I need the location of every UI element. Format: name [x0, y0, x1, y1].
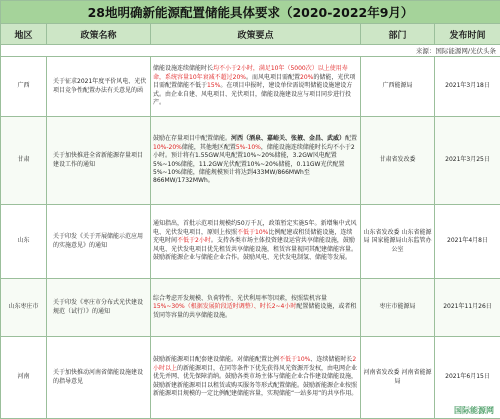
policy-text: 比例配建或租赁储能设施，连续充电时间 — [153, 228, 353, 245]
policy-text: 预计将有1.55GW风电配置10%~20%储能，3.2GW风电配置5%~10%储能，11.2GW光伏配置10%~20%储能，0.11GW光伏配置5%~10%储能，储能规模预计将达到433MW/866MWh至866MW/1732MWh。 — [153, 152, 345, 185]
policy-name-cell: 关于印发《关于开展储能示范应用的实施意见》的通知 — [47, 205, 151, 279]
region-cell: 山东 — [1, 205, 47, 279]
policy-text: 、连续储能时长 — [310, 356, 353, 364]
region-cell: 广西 — [1, 57, 47, 117]
policy-text: 新增集中式风电、光伏发电项目，原则上按照 — [153, 220, 357, 236]
department-cell: 广西能源局 — [361, 57, 435, 117]
policy-text: 储能，其他地区配置 — [181, 143, 236, 151]
policy-name-cell: 关于加快推进全省新能源存量项目建设工作的通知 — [47, 117, 151, 205]
department-cell: 山东省发改委 山东省能源局 国家能源局山东监管办公室 — [361, 205, 435, 279]
policy-text: 综合考虑开发规模、负荷特性、光伏利用率等因素，按照装机容量 — [153, 294, 328, 302]
highlight-text: 不低于10% — [237, 228, 269, 236]
highlight-text: 20% — [300, 73, 314, 81]
policy-text: 。而风电项目需配置 — [245, 73, 300, 81]
policy-points-cell — [151, 57, 361, 117]
highlight-text: 2小时以上 — [153, 356, 357, 372]
table-row — [1, 337, 500, 419]
highlight-text: 不低于2小时 — [177, 237, 211, 245]
table-title: 28地明确新能源配置储能具体要求（2020-2022年9月） — [1, 1, 500, 24]
policy-points-cell — [151, 279, 361, 337]
table-row — [1, 279, 500, 337]
highlight-text: 不低于10% — [279, 356, 311, 364]
header-policy-name: 政策名称 — [47, 24, 151, 45]
date-cell: 2021年11月26日 — [435, 279, 500, 337]
date-cell: 2021年3月18日 — [435, 57, 500, 117]
policy-text: 储能设施连续储能时长 — [153, 65, 214, 73]
policy-name-cell: 关于印发《枣庄市分布式光伏建设规范（试行）》的通知 — [47, 279, 151, 337]
highlight-text: 均不小于2小时，满足10年（5000次）以上使用寿命，系统容量10年衰减不超过20% — [153, 65, 348, 81]
policy-text: 鼓励新能源企业与储能企业合作。鼓励风电、光伏发电制氢、储能等发展。 — [153, 254, 352, 262]
highlight-text: 15%~30%（根据发展阶段适时调整）、时长2~4小时 — [153, 303, 297, 311]
policy-text: 鼓励新能源项目配套建设储能。对储能配置比例 — [153, 356, 280, 364]
policy-text: 通知指出，首批示范项目规模约50万千瓦，政策暂定实施5年。 — [153, 220, 321, 228]
policy-text: 配置储能设施，或者租赁同等容量的共享储能设施。 — [153, 303, 357, 319]
policy-text: 。 — [210, 237, 217, 245]
header-department: 部门 — [361, 24, 435, 45]
brand-watermark: 国际能源网 — [454, 406, 494, 415]
header-date: 发布时间 — [435, 24, 500, 45]
table-row — [1, 205, 500, 279]
date-cell: 2021年6月15日 — [435, 337, 500, 419]
policy-text: ，储能设施连续储能时长均不小于2小时。 — [153, 143, 355, 160]
table-row — [1, 117, 500, 205]
table-row — [1, 57, 500, 117]
source-note: 来源：国际能源网/光伏头条 — [1, 45, 500, 57]
policy-text: 支持各类市场主体投资建设运营共享储能设施，鼓励风电、光伏发电项目优先租赁共享储能设施，租赁容量视同其配建储能容量。 — [153, 237, 358, 253]
date-cell: 2021年3月25日 — [435, 117, 500, 205]
header-policy-points: 政策要点 — [151, 24, 361, 45]
policy-name-cell: 关于加快推动河南省储能设施建设的指导意见 — [47, 337, 151, 419]
policy-text: 河西（酒泉、嘉峪关、张掖、金昌、武威） — [231, 135, 346, 143]
policy-text: 。在项目申报时，建设单位需说明储能设施建设方式。由企业自建、风电项目、光伏项目，储能设施建设应与项目同步进行投产。 — [153, 82, 353, 107]
header-region: 地区 — [1, 24, 47, 45]
region-cell: 甘肃 — [1, 117, 47, 205]
region-cell: 山东枣庄市 — [1, 279, 47, 337]
policy-text: 的储能，光伏项目需配置储能不低于 — [153, 73, 356, 90]
region-cell: 河南 — [1, 337, 47, 419]
department-cell: 枣庄市能源局 — [361, 279, 435, 337]
policy-text: 的新能源项目，在同等条件下优先获得风光资源开发权，由电网企业优先并网、优先保障消纳。鼓励各类市场主体与储能企业合作建设储能设施，鼓励新建新能源项目以租赁或购买服务等形式配置储能。鼓励新能源企业按照新能源项目规模的一定比例配建储能容量，实现储能“一站多用”的共享作用。 — [153, 364, 358, 398]
policy-points-cell — [151, 205, 361, 279]
policy-name-cell: 关于征求2021年度平价风电、光伏项目竞争性配置办法有关意见的函 — [47, 57, 151, 117]
highlight-text: 15% — [207, 82, 221, 90]
highlight-text: 5%-10% — [235, 143, 261, 151]
policy-points-cell — [151, 337, 361, 419]
date-cell: 2021年4月8日 — [435, 205, 500, 279]
policy-text: 配置 — [345, 135, 358, 143]
department-cell: 甘肃省发改委 — [361, 117, 435, 205]
policy-points-cell — [151, 117, 361, 205]
department-cell: 河南省发改委 河南省能源局 — [361, 337, 435, 419]
highlight-text: 10%-20% — [153, 143, 182, 151]
policy-text: 鼓励在存量项目中配置储能。 — [153, 135, 232, 143]
